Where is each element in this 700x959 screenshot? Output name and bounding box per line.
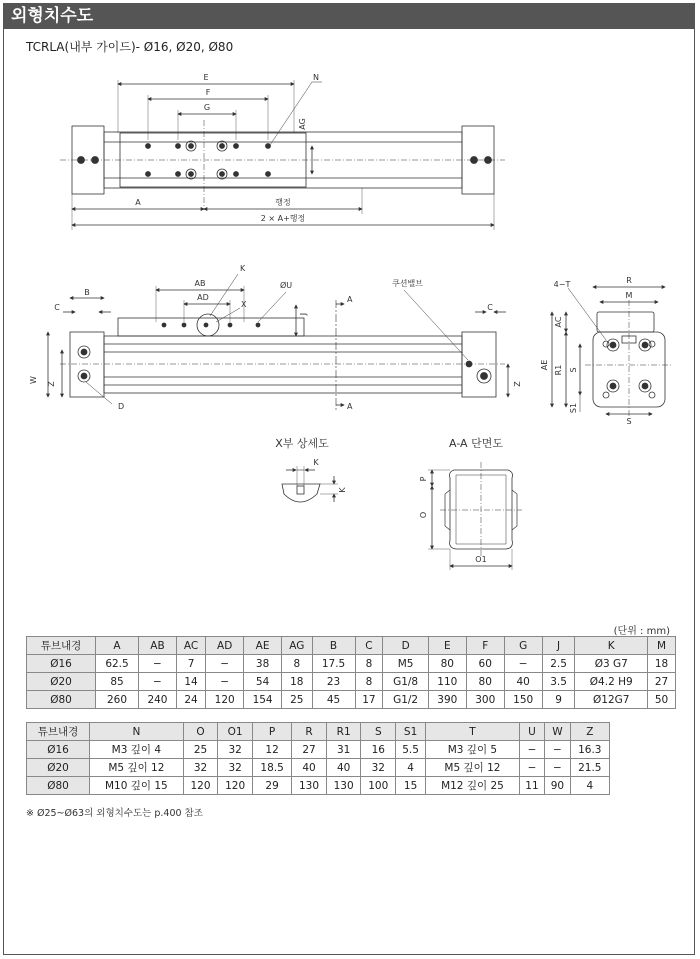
table-cell: 4 <box>570 777 609 795</box>
table-header-cell: C <box>355 637 383 655</box>
detail-x-view <box>282 466 338 502</box>
bore-size-cell: Ø16 <box>27 655 96 673</box>
table-cell: M3 깊이 5 <box>426 741 520 759</box>
table-header-cell: K <box>575 637 648 655</box>
dim-S-bottom: S <box>626 417 632 426</box>
table-header-cell: W <box>545 723 570 741</box>
dim-A: A <box>135 198 141 207</box>
table-row <box>27 691 676 709</box>
unit-label: (단위 : mm) <box>613 626 670 637</box>
port-icon <box>471 157 478 164</box>
dim-U: ØU <box>280 281 293 290</box>
table-cell: Ø4.2 H9 <box>575 673 648 691</box>
table-header-cell: N <box>90 723 184 741</box>
dim-Z: Z <box>47 381 56 387</box>
dim-AG: AG <box>298 118 307 130</box>
table-cell: 27 <box>292 741 327 759</box>
table-cell: 23 <box>312 673 355 691</box>
table-header-cell: G <box>504 637 542 655</box>
table-cell: 31 <box>326 741 361 759</box>
table-cell: − <box>545 759 570 777</box>
table-cell: 154 <box>244 691 282 709</box>
table-cell: 60 <box>466 655 504 673</box>
table-cell: 62.5 <box>96 655 139 673</box>
table-cell: 80 <box>428 655 466 673</box>
cushion-valve-label: 쿠션밸브 <box>392 279 423 288</box>
table-row <box>27 759 610 777</box>
section-mark-bottom: A <box>347 402 353 411</box>
table-cell: 18 <box>282 673 313 691</box>
table-header-cell: P <box>252 723 291 741</box>
table-header-cell: AD <box>206 637 244 655</box>
table-cell: 16 <box>361 741 396 759</box>
table-cell: M5 깊이 12 <box>90 759 184 777</box>
table-cell: − <box>504 655 542 673</box>
table-row <box>27 655 676 673</box>
table-cell: 9 <box>542 691 575 709</box>
table-cell: 100 <box>361 777 396 795</box>
section-aa-title: A-A 단면도 <box>449 437 503 450</box>
table-cell: − <box>206 673 244 691</box>
table-cell: 12 <box>252 741 291 759</box>
table-cell: − <box>206 655 244 673</box>
dim-D: D <box>118 402 125 411</box>
table-cell: 25 <box>183 741 218 759</box>
table-cell: 45 <box>312 691 355 709</box>
table-row <box>27 673 676 691</box>
table-cell: − <box>545 741 570 759</box>
dim-P: P <box>419 476 428 482</box>
dim-O: O <box>419 511 428 519</box>
table-cell: 3.5 <box>542 673 575 691</box>
table-cell: 17.5 <box>312 655 355 673</box>
table-cell: M5 깊이 12 <box>426 759 520 777</box>
table-header-cell: R <box>292 723 327 741</box>
table-cell: − <box>139 673 177 691</box>
table-cell: M5 <box>383 655 429 673</box>
table-header-cell: Z <box>570 723 609 741</box>
table-cell: 390 <box>428 691 466 709</box>
dim-total: 2 × A+행정 <box>260 214 306 223</box>
table-cell: 32 <box>218 759 253 777</box>
dim-S: S <box>569 367 578 373</box>
top-view <box>60 80 505 230</box>
table-cell: 85 <box>96 673 139 691</box>
table-cell: 110 <box>428 673 466 691</box>
table-cell: 80 <box>466 673 504 691</box>
table-cell: G1/8 <box>383 673 429 691</box>
table-cell: Ø3 G7 <box>575 655 648 673</box>
port-icon <box>78 157 85 164</box>
table-cell: Ø12G7 <box>575 691 648 709</box>
dim-O1: O1 <box>475 555 487 564</box>
bore-size-cell: Ø80 <box>27 777 90 795</box>
dim-K-detail: K <box>313 458 319 467</box>
page-title: 외형치수도 <box>3 3 363 29</box>
dim-J: J <box>299 312 308 316</box>
dim-R1: R1 <box>554 364 563 376</box>
table-header-cell: O <box>183 723 218 741</box>
table-cell: − <box>519 741 544 759</box>
dim-K-side: K <box>338 487 347 493</box>
left-head <box>70 332 104 397</box>
dim-T: 4−T <box>553 280 571 289</box>
table-header-cell: D <box>383 637 429 655</box>
dim-AB: AB <box>194 279 206 288</box>
table-cell: 4 <box>396 759 426 777</box>
table-cell: 16.3 <box>570 741 609 759</box>
table-header-cell: R1 <box>326 723 361 741</box>
table-header-cell: S1 <box>396 723 426 741</box>
table-cell: − <box>139 655 177 673</box>
dim-K: K <box>240 264 246 273</box>
table-header-cell: J <box>542 637 575 655</box>
slider-table <box>120 133 306 187</box>
dim-G: G <box>203 103 211 112</box>
table-cell: − <box>519 759 544 777</box>
table-cell: 18.5 <box>252 759 291 777</box>
dim-X: X <box>241 300 247 309</box>
table-cell: 300 <box>466 691 504 709</box>
table-row <box>27 741 610 759</box>
cushion-valve-icon <box>466 361 472 367</box>
dim-W: W <box>29 376 38 384</box>
dim-S1: S1 <box>569 402 578 414</box>
table-cell: 29 <box>252 777 291 795</box>
table-row <box>27 777 610 795</box>
dim-C: C <box>54 303 60 312</box>
dim-AE: AE <box>540 359 549 371</box>
section-mark-top: A <box>347 295 353 304</box>
table-cell: 15 <box>396 777 426 795</box>
table-cell: 150 <box>504 691 542 709</box>
table-cell: 32 <box>183 759 218 777</box>
dim-AC: AC <box>554 316 563 328</box>
table-cell: 32 <box>218 741 253 759</box>
table-cell: 130 <box>326 777 361 795</box>
port-icon <box>485 157 492 164</box>
table-header-cell: 튜브내경 <box>27 723 90 741</box>
slider-side <box>118 318 304 336</box>
detail-x-title: X부 상세도 <box>275 437 329 450</box>
footnote: ※ Ø25~Ø63의 외형치수도는 p.400 참조 <box>26 808 203 819</box>
table-header-cell: A <box>96 637 139 655</box>
bore-size-cell: Ø16 <box>27 741 90 759</box>
table-cell: 40 <box>504 673 542 691</box>
table-cell: 7 <box>176 655 205 673</box>
dim-F: F <box>205 88 211 97</box>
table-header-cell: F <box>466 637 504 655</box>
table-cell: 5.5 <box>396 741 426 759</box>
table-cell: 11 <box>519 777 544 795</box>
table-header-cell: S <box>361 723 396 741</box>
table-header-row <box>27 723 610 741</box>
table-cell: 120 <box>206 691 244 709</box>
table-cell: 130 <box>292 777 327 795</box>
dim-E: E <box>203 73 209 82</box>
dimension-table-1 <box>26 636 676 709</box>
table-header-cell: AC <box>176 637 205 655</box>
dim-AD: AD <box>197 293 209 302</box>
table-cell: 120 <box>218 777 253 795</box>
side-view <box>48 274 508 410</box>
table-header-cell: AB <box>139 637 177 655</box>
table-header-cell: E <box>428 637 466 655</box>
table-cell: 260 <box>96 691 139 709</box>
table-header-cell: B <box>312 637 355 655</box>
table-cell: 8 <box>355 673 383 691</box>
bore-size-cell: Ø20 <box>27 759 90 777</box>
table-header-cell: AG <box>282 637 313 655</box>
table-cell: 2.5 <box>542 655 575 673</box>
table-cell: 50 <box>648 691 676 709</box>
table-cell: 40 <box>292 759 327 777</box>
dimension-table-2 <box>26 722 610 795</box>
bore-size-cell: Ø80 <box>27 691 96 709</box>
table-cell: M12 깊이 25 <box>426 777 520 795</box>
table-cell: 8 <box>355 655 383 673</box>
table-header-cell: AE <box>244 637 282 655</box>
dim-B: B <box>84 288 90 297</box>
table-header-cell: T <box>426 723 520 741</box>
slider-end <box>597 312 654 332</box>
table-cell: G1/2 <box>383 691 429 709</box>
table-header-row <box>27 637 676 655</box>
dim-stroke: 행정 <box>275 198 291 207</box>
table-header-cell: U <box>519 723 544 741</box>
table-cell: 120 <box>183 777 218 795</box>
table-cell: 54 <box>244 673 282 691</box>
table-header-cell: O1 <box>218 723 253 741</box>
table-cell: 32 <box>361 759 396 777</box>
table-cell: 240 <box>139 691 177 709</box>
table-cell: 40 <box>326 759 361 777</box>
table-cell: 38 <box>244 655 282 673</box>
table-cell: 24 <box>176 691 205 709</box>
tube-side <box>104 336 462 393</box>
dim-M: M <box>625 291 633 300</box>
bore-size-cell: Ø20 <box>27 673 96 691</box>
dim-N: N <box>313 73 319 82</box>
table-cell: 90 <box>545 777 570 795</box>
table-cell: 21.5 <box>570 759 609 777</box>
table-cell: 17 <box>355 691 383 709</box>
table-cell: M10 깊이 15 <box>90 777 184 795</box>
table-cell: 27 <box>648 673 676 691</box>
port-icon <box>92 157 99 164</box>
dim-R: R <box>626 276 632 285</box>
table-cell: 25 <box>282 691 313 709</box>
end-view <box>552 287 672 420</box>
model-subtitle: TCRLA(내부 가이드)- Ø16, Ø20, Ø80 <box>26 40 234 54</box>
dim-Z-right: Z <box>513 381 522 387</box>
table-cell: 14 <box>176 673 205 691</box>
table-cell: M3 깊이 4 <box>90 741 184 759</box>
dim-C-right: C <box>487 303 493 312</box>
section-aa-view <box>428 462 522 570</box>
table-cell: 8 <box>282 655 313 673</box>
table-header-cell: 튜브내경 <box>27 637 96 655</box>
table-header-cell: M <box>648 637 676 655</box>
table-cell: 18 <box>648 655 676 673</box>
